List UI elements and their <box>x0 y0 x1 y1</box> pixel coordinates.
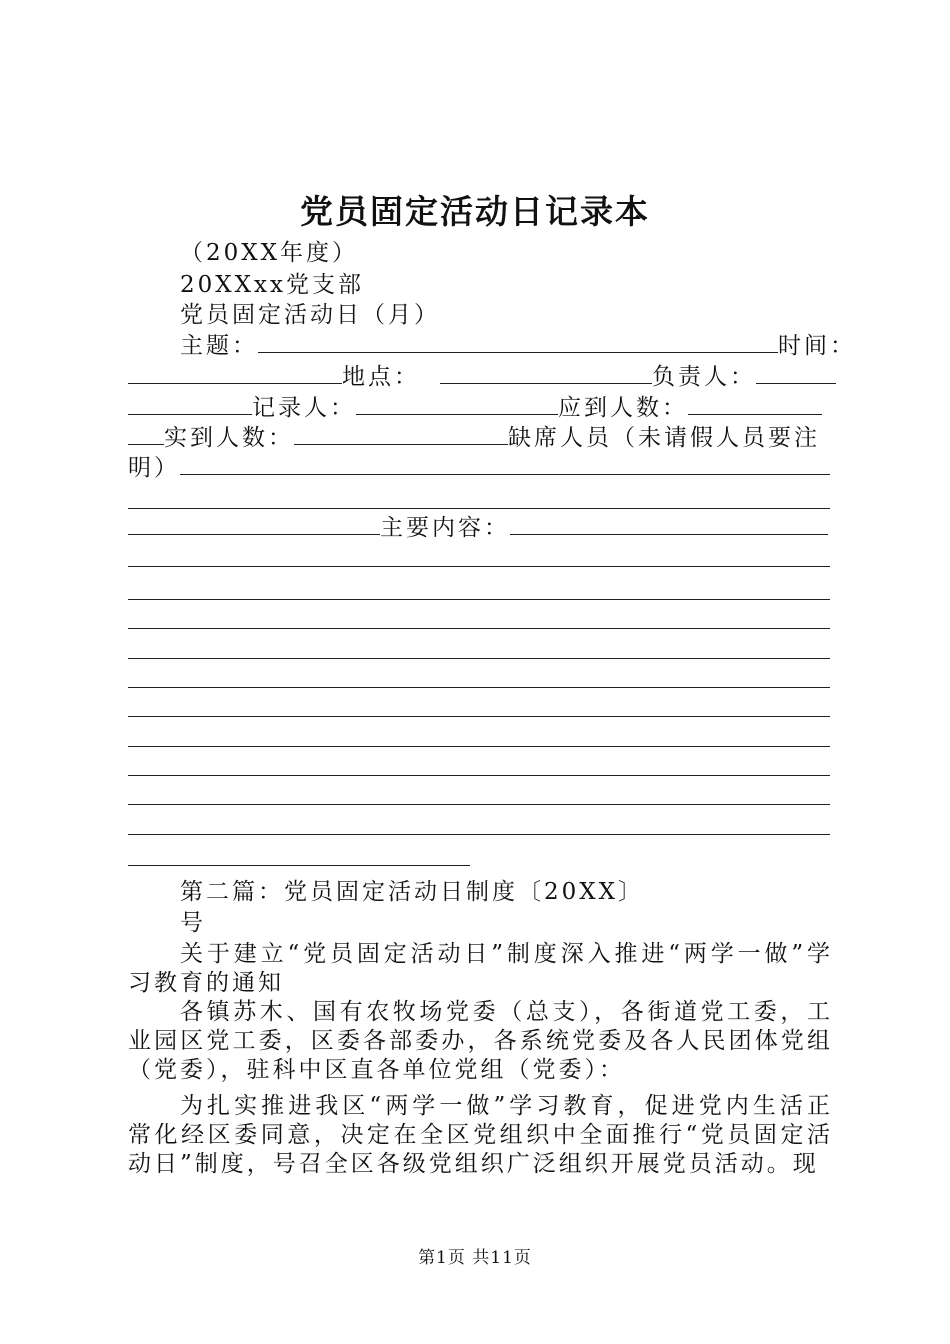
section2-heading-cont: 号 <box>180 910 206 936</box>
writing-line <box>128 566 830 567</box>
leader-label: 负责人： <box>652 364 756 390</box>
place-blank <box>440 363 652 384</box>
absent-blank <box>180 454 830 475</box>
page-footer: 第1页 共11页 <box>418 1248 532 1268</box>
absent-blank-line <box>128 508 830 509</box>
writing-line <box>128 834 830 835</box>
absent-label-cont: 明） <box>128 455 180 481</box>
form-row-content <box>128 513 833 543</box>
writing-line <box>128 716 830 717</box>
time-label: 时间： <box>778 333 856 359</box>
expected-blank <box>688 394 822 415</box>
year-line: （20XX年度） <box>180 240 359 266</box>
writing-line <box>128 775 830 776</box>
document-title: 党员固定活动日记录本 <box>300 192 650 231</box>
section2-heading: 第二篇：党员固定活动日制度〔20XX〕 <box>180 879 645 905</box>
actual-label: 实到人数： <box>164 425 294 451</box>
recipients-paragraph: 各镇苏木、国有农牧场党委（总支），各街道党工委，工业园区党工委，区委各部委办，各系统党委及各人民团体党组（党委），驻科中区直各单位党组（党委）： <box>128 999 833 1083</box>
form-row-absent <box>128 453 833 483</box>
absent-label: 缺席人员（未请假人员要注 <box>508 425 820 451</box>
time-blank <box>128 363 342 384</box>
absent-blank-cont <box>128 514 380 535</box>
content-blank <box>510 514 828 535</box>
writing-line <box>128 746 830 747</box>
leader-blank <box>756 363 836 384</box>
writing-line <box>128 687 830 688</box>
expected-label: 应到人数： <box>558 395 688 421</box>
expected-blank-cont <box>128 424 164 445</box>
place-label: 地点： <box>342 364 420 390</box>
content-label: 主要内容： <box>380 515 510 541</box>
writing-line-short <box>128 865 470 866</box>
form-row-recorder <box>128 393 833 423</box>
subtitle-line: 党员固定活动日（月） <box>180 302 440 328</box>
notice-title: 关于建立“党员固定活动日”制度深入推进“两学一做”学习教育的通知 <box>128 941 833 996</box>
branch-line: 20XXxx党支部 <box>180 272 364 298</box>
form-row-place <box>128 362 833 392</box>
writing-line <box>128 658 830 659</box>
topic-label: 主题： <box>180 333 258 359</box>
actual-blank <box>294 424 508 445</box>
writing-line <box>128 599 830 600</box>
form-row-actual <box>128 423 833 453</box>
form-row-topic <box>180 331 856 361</box>
recorder-label: 记录人： <box>252 395 356 421</box>
recorder-blank <box>356 394 558 415</box>
topic-blank <box>258 332 778 353</box>
writing-line <box>128 628 830 629</box>
body-paragraph: 为扎实推进我区“两学一做”学习教育，促进党内生活正常化经区委同意，决定在全区党组织中全面推行“党员固定活动日”制度，号召全区各级党组织广泛组织开展党员活动。现 <box>128 1093 833 1177</box>
writing-line <box>128 804 830 805</box>
leader-blank-cont <box>128 394 252 415</box>
